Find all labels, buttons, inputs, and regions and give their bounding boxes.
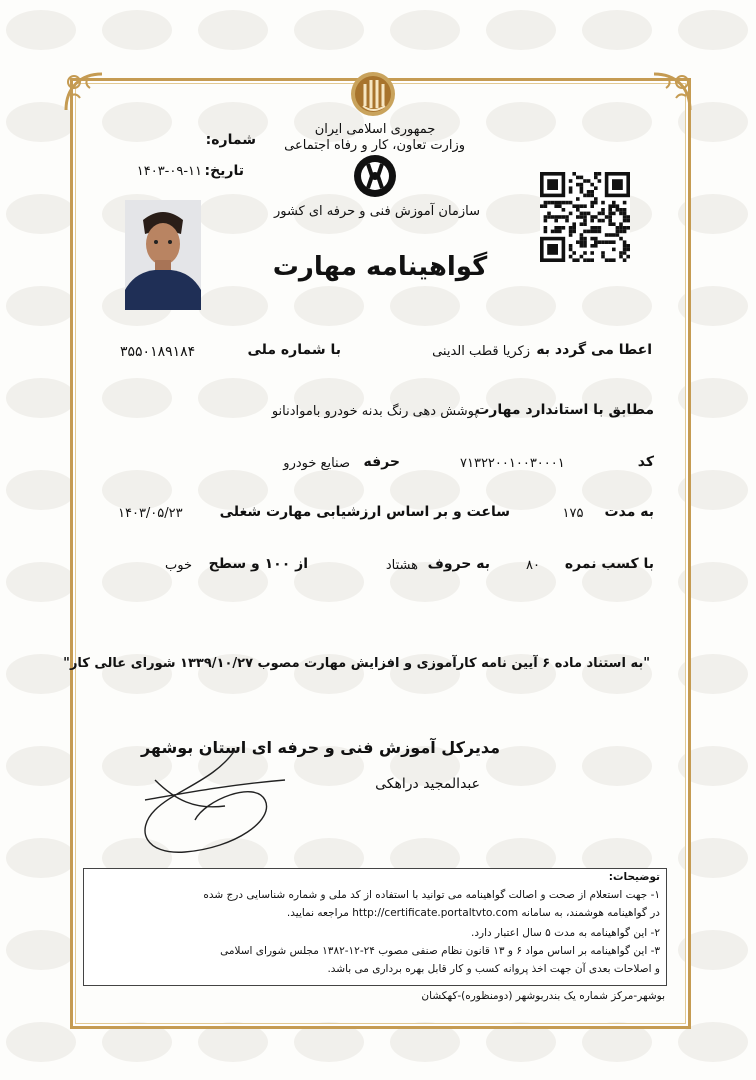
background-tile: [486, 10, 556, 50]
score-label: با کسب نمره: [564, 556, 654, 572]
iran-emblem-icon: [349, 68, 397, 122]
code-label: کد: [637, 454, 654, 470]
background-tile: [6, 746, 76, 786]
background-tile: [6, 378, 76, 418]
background-tile: [294, 10, 364, 50]
code-value: ۷۱۳۲۲۰۰۱۰۰۳۰۰۰۱: [460, 456, 565, 471]
trade-value: صنایع خودرو: [283, 456, 350, 471]
background-tile: [390, 10, 460, 50]
ministry-name: وزارت تعاون، کار و رفاه اجتماعی: [284, 138, 465, 153]
national-id-label: با شماره ملی: [247, 342, 341, 358]
background-tile: [6, 838, 76, 878]
certificate-title: گواهینامه مهارت: [272, 252, 488, 282]
level-value: خوب: [165, 558, 192, 573]
footer-address: بوشهر-مرکز شماره یک بندربوشهر (دومنظوره)-کهکشان: [421, 990, 665, 1002]
assessment-date: ۱۴۰۳/۰۵/۲۳: [118, 506, 183, 521]
tvto-logo-icon: [350, 152, 400, 200]
words-value: هشتاد: [385, 558, 418, 573]
background-tile: [678, 10, 748, 50]
background-tile: [6, 562, 76, 602]
note-line-1: ۱- جهت استعلام از صحت و اصالت گواهینامه می توانید با استفاده از کد ملی و شماره شناسایی درج شده: [203, 889, 660, 901]
country-name: جمهوری اسلامی ایران: [314, 122, 436, 137]
corner-ornament-icon: [650, 70, 694, 114]
issue-date: ۱۴۰۳-۰۹-۱۱: [136, 164, 202, 179]
standard-label: مطابق با استاندارد مهارت: [475, 402, 654, 418]
national-id-value: ۳۵۵۰۱۸۹۱۸۴: [120, 344, 196, 360]
out-of-label: از ۱۰۰ و سطح: [208, 556, 308, 572]
note-line-2: در گواهینامه هوشمند، به سامانه http://certificate.portaltvto.com مراجعه نمایید.: [286, 907, 660, 919]
background-tile: [6, 10, 76, 50]
background-tile: [6, 470, 76, 510]
note-line-3: ۲- این گواهینامه به مدت ۵ سال اعتبار دارد.: [471, 927, 660, 939]
hours-label: ساعت و بر اساس ارزشیابی مهارت شغلی: [219, 504, 510, 520]
note-line-4: ۳- این گواهینامه بر اساس مواد ۶ و ۱۳ قانون نظام صنفی مصوب ۲۴-۱۲-۱۳۸۲ مجلس شورای اسلامی: [220, 945, 660, 957]
date-label: تاریخ:: [204, 163, 244, 179]
note-line-5: و اصلاحات بعدی آن جهت اخذ پروانه کسب و کار قابل بهره برداری می باشد.: [327, 963, 660, 975]
words-label: به حروف: [427, 556, 490, 572]
applicant-photo: [125, 200, 201, 310]
recipient-name: زکریا قطب الدینی: [432, 344, 530, 359]
notes-heading: توضیحات:: [608, 871, 660, 883]
awarded-label: اعطا می گردد به: [536, 342, 652, 358]
score-value: ۸۰: [526, 558, 540, 573]
background-tile: [102, 10, 172, 50]
standard-value: پوشش دهی رنگ بدنه خودرو باموادنانو: [271, 404, 478, 419]
signature-icon: [115, 740, 305, 860]
background-tile: [6, 194, 76, 234]
notes-box: [83, 868, 667, 986]
duration-value: ۱۷۵: [562, 506, 584, 521]
background-tile: [198, 10, 268, 50]
trade-label: حرفه: [363, 454, 400, 470]
corner-ornament-icon: [62, 70, 106, 114]
organization-name: سازمان آموزش فنی و حرفه ای کشور: [273, 204, 480, 219]
signatory-name: عبدالمجید دراهکی: [375, 776, 480, 792]
qr-code-icon[interactable]: [540, 172, 630, 262]
signatory-title: مدیرکل آموزش فنی و حرفه ای استان بوشهر: [140, 738, 500, 757]
background-tile: [6, 286, 76, 326]
background-tile: [6, 1022, 76, 1062]
legal-basis: "به استناد ماده ۶ آیین نامه کارآموزی و افزایش مهارت مصوب ۱۳۳۹/۱۰/۲۷ شورای عالی کار": [63, 656, 650, 671]
background-tile: [582, 10, 652, 50]
duration-label: به مدت: [604, 504, 654, 520]
background-tile: [6, 930, 76, 970]
number-label: شماره:: [205, 132, 256, 148]
